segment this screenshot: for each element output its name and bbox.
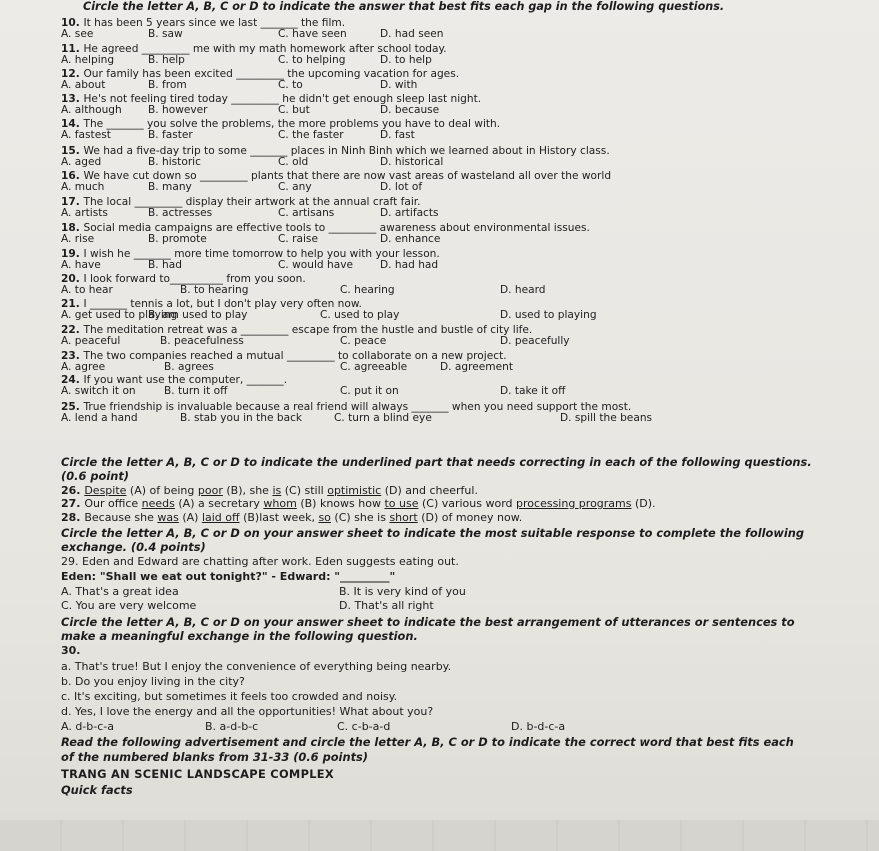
question-stem: The local _________ display their artwork at the annual craft fair. [83,196,421,208]
question-number: 25. [61,401,84,413]
option-d: D. artifacts [380,207,439,219]
option-c: C. used to play [320,309,400,321]
dialog-line: Eden: "Shall we eat out tonight?" - Edward: "_________" [61,570,396,583]
question-stem: He agreed _________ me with my math homework after school today. [83,43,447,55]
option-a: A. switch it on [61,385,136,397]
question-number: 17. [61,196,84,208]
sentence-text: (D) of money now. [417,511,523,524]
question-22 [61,324,532,336]
sentence-text: (C) still [281,484,328,497]
option-d: D. heard [500,284,546,296]
question-number: 23. [61,350,84,362]
section-header: Circle the letter A, B, C or D to indicate the answer that best fits each gap in the following questions. [83,0,725,13]
question-16 [61,170,611,182]
question-number: 27. [61,497,85,510]
sentence-text: (A) a secretary [174,497,264,510]
question-stem: Our family has been excited _________ the upcoming vacation for ages. [83,68,460,80]
underlined-part: poor [197,484,223,497]
sentence-text: (A) [178,511,202,524]
question-15 [61,145,610,157]
question-number: 19. [61,248,84,260]
option-b: B. a-d-b-c [205,720,259,733]
option-d: D. historical [380,156,444,168]
question-number: 12. [61,68,84,80]
utterance-c: c. It's exciting, but sometimes it feels too crowded and noisy. [61,690,398,703]
underlined-part: short [389,511,418,524]
advertisement-subtitle: Quick facts [61,783,133,797]
question-number: 28. [61,511,85,524]
sentence-text: (B), she [222,484,273,497]
option-c: C. to [278,79,303,91]
option-c: C. peace [340,335,387,347]
underlined-part: was [157,511,179,524]
sentence-text: (C) various word [418,497,517,510]
option-d: D. peacefully [500,335,570,347]
option-d: D. because [380,104,440,116]
question-18 [61,222,590,234]
option-b: B. peacefulness [160,335,244,347]
option-a: A. artists [61,207,108,219]
question-number: 20. [61,273,84,285]
question-30-number: 30. [61,644,81,657]
question-stem: I look forward to__________ from you soon. [83,273,306,285]
option-b: B. actresses [148,207,213,219]
option-d: D. to help [380,54,432,66]
section5-instruction: Read the following advertisement and circle the letter A, B, C or D to indicate the correct word that best fits each [61,735,794,749]
option-b: B. am used to play [148,309,248,321]
option-d: D. take it off [500,385,566,397]
section2-instruction: Circle the letter A, B, C or D to indicate the underlined part that needs correcting in each of the following questions. [61,455,812,469]
question-number: 11. [61,43,84,55]
option-c: C. c-b-a-d [337,720,391,733]
option-b: B. It is very kind of you [339,585,466,598]
section5-instruction-2: of the numbered blanks from 31-33 (0.6 points) [61,750,368,764]
option-d: D. had had [380,259,439,271]
option-d: D. with [380,79,418,91]
question-number: 24. [61,374,84,386]
option-b: B. to hearing [180,284,249,296]
section3-instruction-2: exchange. (0.4 points) [61,540,206,554]
question-stem: The _______ you solve the problems, the more problems you have to deal with. [83,118,501,130]
question-17 [61,196,421,208]
question-number: 21. [61,298,84,310]
underlined-part: is [272,484,282,497]
option-d: D. used to playing [500,309,597,321]
option-a: A. peaceful [61,335,121,347]
option-c: C. have seen [278,28,347,40]
sentence-text: Our office [84,497,142,510]
question-number: 13. [61,93,84,105]
question-number: 15. [61,145,84,157]
option-a: A. although [61,104,122,116]
option-a: A. lend a hand [61,412,138,424]
option-b: B. faster [148,129,193,141]
option-d: D. lot of [380,181,423,193]
option-a: A. agree [61,361,106,373]
option-c: C. any [278,181,312,193]
question-stem: The meditation retreat was a _________ escape from the hustle and bustle of city life. [83,324,533,336]
question-stem: Social media campaigns are effective tools to _________ awareness about environmental issues. [83,222,590,234]
option-c: C. to helping [278,54,346,66]
question-26 [61,485,478,497]
option-c: C. hearing [340,284,395,296]
option-b: B. agrees [164,361,214,373]
option-a: A. about [61,79,106,91]
option-d: D. That's all right [339,599,434,612]
underlined-part: laid off [201,511,240,524]
option-d: D. agreement [440,361,513,373]
question-stem: If you want use the computer, _______. [83,374,288,386]
sentence-text: (D). [631,497,656,510]
option-b: B. stab you in the back [180,412,303,424]
option-a: A. d-b-c-a [61,720,114,733]
utterance-a: a. That's true! But I enjoy the convenience of everything being nearby. [61,660,452,673]
option-a: A. helping [61,54,115,66]
question-28 [61,512,522,524]
option-c: C. old [278,156,309,168]
underlined-part: to use [384,497,419,510]
sentence-text: (A) of being [126,484,198,497]
option-a: A. have [61,259,101,271]
question-stem: We have cut down so _________ plants that there are now vast areas of wasteland all over the world [83,170,612,182]
section2-points: (0.6 point) [61,469,129,483]
option-c: C. raise [278,233,318,245]
option-c: C. turn a blind eye [334,412,432,424]
question-stem: We had a five-day trip to some _______ places in Ninh Binh which we learned about in History class. [83,145,610,157]
option-a: A. That's a great idea [61,585,179,598]
sentence-text: Because she [84,511,158,524]
option-b: B. however [148,104,208,116]
underlined-part: processing programs [516,497,632,510]
option-a: A. fastest [61,129,111,141]
question-stem: It has been 5 years since we last _______ the film. [83,17,346,29]
option-b: B. had [148,259,182,271]
option-b: B. many [148,181,192,193]
option-b: B. saw [148,28,183,40]
option-a: A. aged [61,156,102,168]
sentence-text: (B)last week, [239,511,319,524]
underlined-part: needs [141,497,175,510]
underlined-part: Despite [84,484,127,497]
question-stem: True friendship is invaluable because a real friend will always _______ when you need support the most. [83,401,632,413]
underlined-part: so [318,511,331,524]
utterance-d: d. Yes, I love the energy and all the opportunities! What about you? [61,705,434,718]
question-27 [61,498,656,510]
question-number: 10. [61,17,84,29]
underlined-part: optimistic [327,484,382,497]
question-number: 16. [61,170,84,182]
option-d: D. had seen [380,28,444,40]
question-stem: I _______ tennis a lot, but I don't play very often now. [83,298,362,310]
option-a: A. much [61,181,105,193]
underlined-part: whom [263,497,297,510]
option-c: C. You are very welcome [61,599,197,612]
question-29: 29. Eden and Edward are chatting after work. Eden suggests eating out. [61,555,459,568]
option-c: C. would have [278,259,354,271]
option-a: A. to hear [61,284,113,296]
advertisement-title: TRANG AN SCENIC LANDSCAPE COMPLEX [61,767,334,781]
option-d: D. enhance [380,233,441,245]
option-d: D. fast [380,129,415,141]
question-stem: The two companies reached a mutual _________ to collaborate on a new project. [83,350,507,362]
option-b: B. from [148,79,187,91]
sentence-text: (B) knows how [296,497,385,510]
option-c: C. the faster [278,129,344,141]
utterance-b: b. Do you enjoy living in the city? [61,675,245,688]
question-stem: He's not feeling tired today _________ he didn't get enough sleep last night. [83,93,482,105]
section3-instruction: Circle the letter A, B, C or D on your answer sheet to indicate the most suitable response to complete the following [61,526,805,540]
option-c: C. but [278,104,310,116]
question-number: 26. [61,484,85,497]
option-b: B. turn it off [164,385,228,397]
question-stem: I wish he _______ more time tomorrow to help you with your lesson. [83,248,440,260]
option-a: A. rise [61,233,95,245]
sentence-text: (C) she is [330,511,390,524]
section4-instruction: Circle the letter A, B, C or D on your answer sheet to indicate the best arrangement of utterances or sentences to [61,615,795,629]
option-b: B. historic [148,156,201,168]
option-d: D. spill the beans [560,412,653,424]
option-c: C. artisans [278,207,335,219]
question-number: 22. [61,324,84,336]
option-c: C. put it on [340,385,399,397]
option-a: A. see [61,28,94,40]
sentence-text: (D) and cheerful. [381,484,478,497]
option-d: D. b-d-c-a [511,720,566,733]
question-number: 14. [61,118,84,130]
ruled-footer [0,820,879,851]
option-b: B. promote [148,233,207,245]
option-b: B. help [148,54,185,66]
option-c: C. agreeable [340,361,408,373]
question-number: 18. [61,222,84,234]
section4-instruction-2: make a meaningful exchange in the following question. [61,629,418,643]
option-a: A. get used to playing [61,309,178,321]
